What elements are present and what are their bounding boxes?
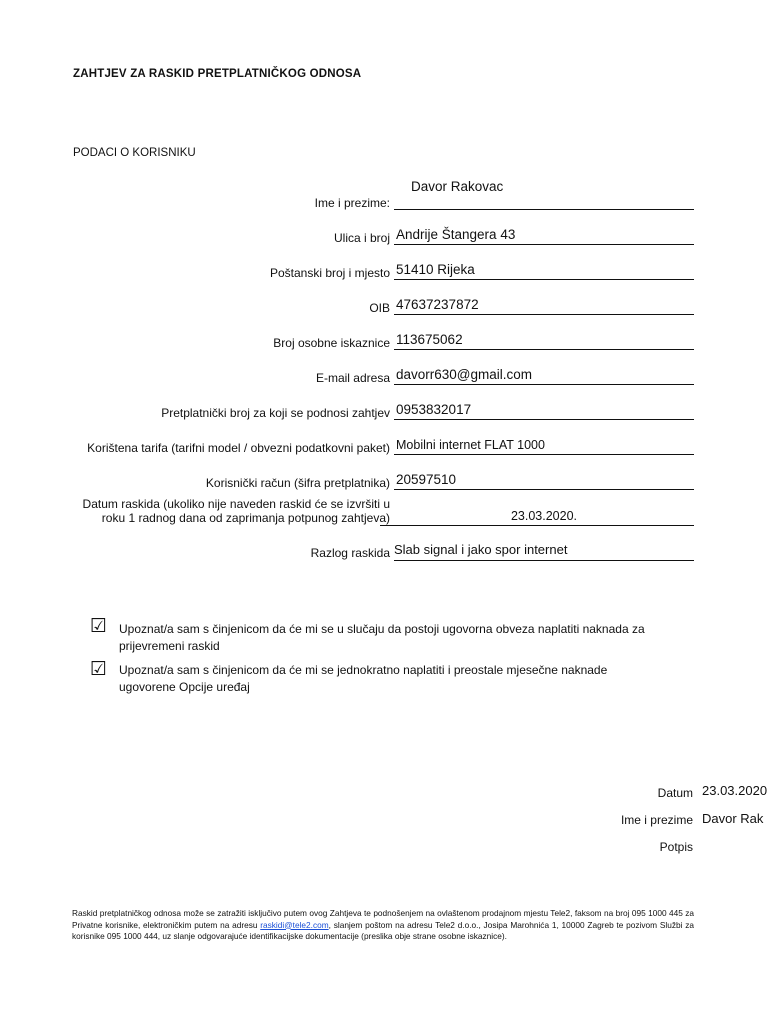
name-underline (394, 209, 694, 210)
check-text-line1: Upoznat/a sam s činjenicom da će mi se jednokratno naplatiti i preostale mjesečne naknade (119, 663, 608, 677)
email-value[interactable]: davorr630@gmail.com (396, 367, 533, 382)
termination-reason-underline (394, 560, 694, 561)
account-underline (394, 489, 694, 490)
postal-city-label: Poštanski broj i mjesto (269, 266, 390, 280)
termination-date-label-line1: Datum raskida (ukoliko nije naveden raskid će se izvršiti u (82, 497, 390, 511)
name-value[interactable]: Davor Rakovac (411, 179, 504, 194)
tariff-label: Korištena tarifa (tarifni model / obvezni podatkovni paket) (87, 441, 390, 455)
form-title: ZAHTJEV ZA RASKID PRETPLATNIČKOG ODNOSA (73, 68, 362, 80)
signature-date-value[interactable]: 23.03.2020 (702, 783, 768, 798)
section-heading-user-data: PODACI O KORISNIKU (73, 147, 196, 159)
id-card-label: Broj osobne iskaznice (273, 336, 390, 350)
signature-sign-label: Potpis (659, 840, 693, 854)
subscriber-number-value[interactable]: 0953832017 (396, 402, 472, 417)
oib-underline (394, 314, 694, 315)
id-card-underline (394, 349, 694, 350)
email-underline (394, 384, 694, 385)
name-label: Ime i prezime: (314, 196, 390, 210)
termination-date-label (83, 497, 390, 525)
termination-reason-value[interactable]: Slab signal i jako spor internet (394, 542, 568, 557)
check-text-early-termination-fee (119, 621, 645, 655)
tariff-value[interactable]: Mobilni internet FLAT 1000 (396, 438, 545, 452)
postal-city-underline (394, 279, 694, 280)
check-text-line2: prijevremeni raskid (119, 639, 220, 653)
signature-name-label: Ime i prezime (620, 813, 693, 827)
postal-city-value[interactable]: 51410 Rijeka (396, 262, 475, 277)
termination-date-label-line2: roku 1 radnog dana od zaprimanja potpunog zahtjeva) (101, 511, 390, 525)
subscriber-number-label: Pretplatnički broj za koji se podnosi zahtjev (161, 406, 390, 420)
account-label: Korisnički račun (šifra pretplatnika) (205, 476, 390, 490)
checkbox-remaining-fees[interactable]: ☑ (90, 659, 108, 680)
checkbox-early-termination-fee[interactable]: ☑ (90, 616, 108, 637)
footer-email-link[interactable]: raskidi@tele2.com (260, 919, 329, 930)
footer-text-after: , slanjem poštom na adresu Tele2 d.o.o., Josipa Marohnića 1, 10000 Zagreb te pozivom Službi za korisnike 095 1000 444, uz slanje odgovarajuće identifikacijske dokumentacije (preslika obje strane osobne iskaznice). (72, 919, 694, 941)
street-label: Ulica i broj (333, 231, 390, 245)
footer-note (72, 908, 694, 943)
termination-date-underline (380, 525, 694, 526)
email-label: E-mail adresa (315, 371, 390, 385)
footer-text-before: Raskid pretplatničkog odnosa može se zatražiti isključivo putem ovog Zahtjeva te podnošenjem na ovlaštenom prodajnom mjestu Tele2, faksom na broj 095 1000 445 za Privatne korisnike, elektroničkim putem na adresu (72, 908, 694, 930)
termination-date-value[interactable]: 23.03.2020. (510, 509, 578, 523)
check-text-line1: Upoznat/a sam s činjenicom da će mi se u slučaju da postoji ugovorna obveza naplatiti naknada za (119, 622, 645, 636)
street-underline (394, 244, 694, 245)
oib-label: OIB (369, 301, 390, 315)
id-card-value[interactable]: 113675062 (396, 332, 463, 347)
street-value[interactable]: Andrije Štangera 43 (396, 227, 516, 242)
check-text-remaining-fees (119, 662, 607, 696)
signature-name-value[interactable]: Davor Rak (702, 811, 764, 826)
oib-value[interactable]: 47637237872 (396, 297, 479, 312)
signature-date-label: Datum (657, 786, 693, 800)
subscriber-number-underline (394, 419, 694, 420)
termination-reason-label: Razlog raskida (310, 546, 390, 560)
account-value[interactable]: 20597510 (396, 472, 457, 487)
check-text-line2: ugovorene Opcije uređaj (119, 680, 250, 694)
tariff-underline (394, 454, 694, 455)
